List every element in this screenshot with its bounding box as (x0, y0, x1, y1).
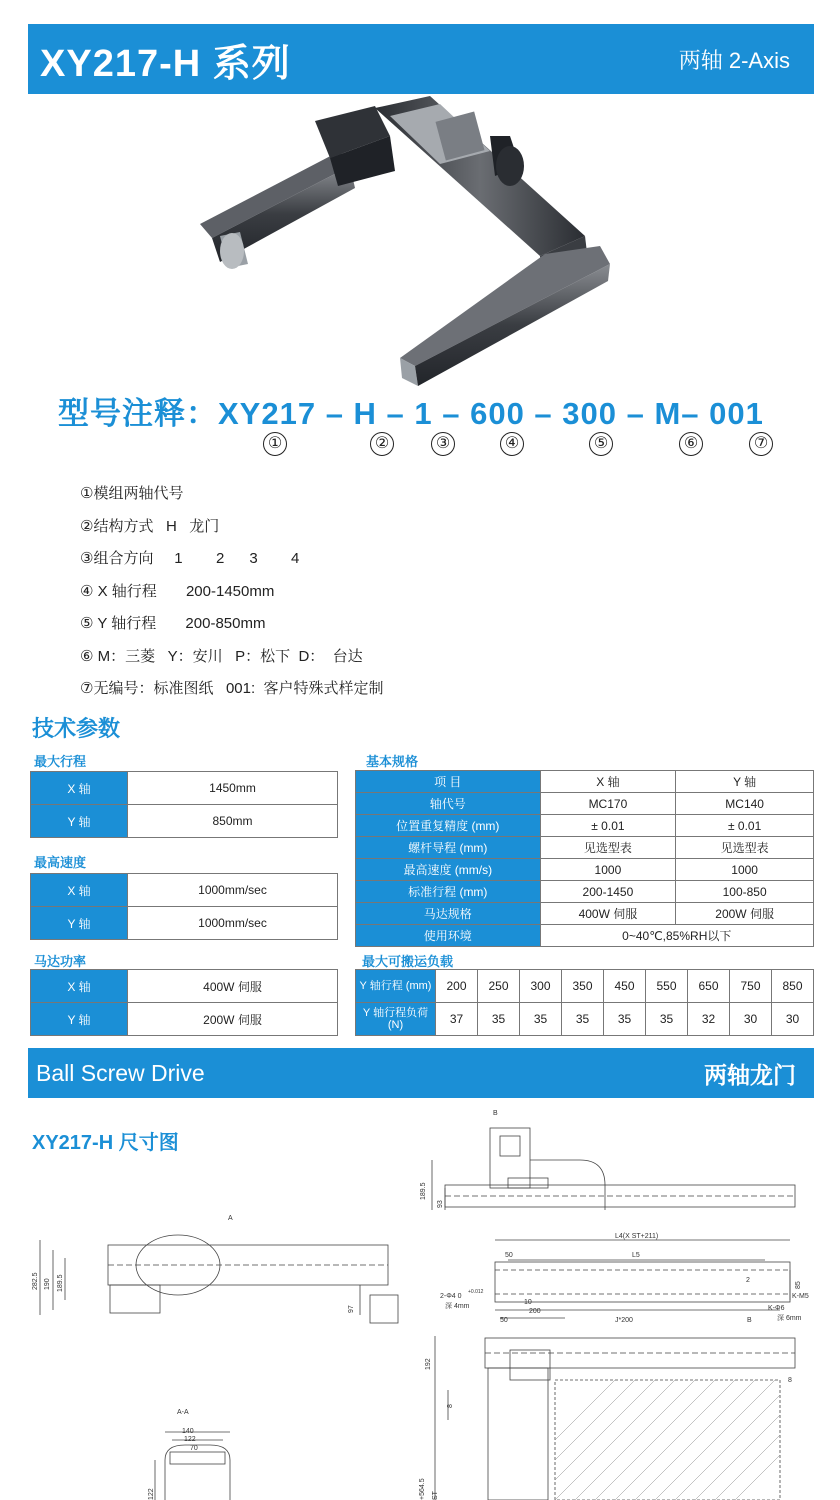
drive-type: Ball Screw Drive (36, 1059, 205, 1086)
dim-hole: 2-Φ4 0 (440, 1293, 462, 1300)
axis-cell: X 轴 (31, 772, 128, 805)
table-row (356, 925, 814, 947)
table-row (356, 793, 814, 815)
header-cell: X 轴 (540, 771, 676, 793)
table-row (31, 1003, 338, 1036)
marker-1: ① (263, 432, 287, 456)
marker-6: ⑥ (679, 432, 703, 456)
title-banner (28, 24, 814, 94)
note-5: ⑤ Y 轴行程 200-850mm (80, 615, 266, 632)
dim-282-5: 282.5 (32, 1272, 39, 1290)
spec-x-cell: 见选型表 (540, 837, 676, 859)
load-cell: 35 (520, 1003, 562, 1036)
spec-x-cell: 1000 (540, 859, 676, 881)
dim-97: 97 (348, 1305, 355, 1313)
dim-140: 140 (182, 1428, 194, 1435)
table-row (356, 903, 814, 925)
value-cell: 1000mm/sec (128, 874, 338, 907)
note-6: ⑥ M：三菱 Y：安川 P：松下 D： 台达 (80, 647, 363, 665)
label-a: A (228, 1215, 233, 1222)
spec-y-cell: 100-850 (676, 881, 814, 903)
spec-x-cell: 400W 伺服 (540, 903, 676, 925)
table-row (356, 815, 814, 837)
load-table (355, 969, 814, 1036)
dim-l4: L4(X ST+211) (615, 1233, 659, 1240)
value-cell: 850mm (128, 805, 338, 838)
stroke-cell: 850 (772, 970, 814, 1003)
marker-4: ④ (500, 432, 524, 456)
note-1: ①模组两轴代号 (80, 485, 184, 502)
table-row (356, 859, 814, 881)
dim-190: 190 (44, 1278, 51, 1290)
dim-50b: 50 (500, 1317, 508, 1324)
dim-km5: K-M5 (792, 1293, 809, 1300)
dim-l5: L5 (632, 1252, 640, 1259)
spec-x-cell: ± 0.01 (540, 815, 676, 837)
series-title: XY217-H 系列 (40, 42, 291, 85)
table-row (31, 970, 338, 1003)
load-cell: 32 (688, 1003, 730, 1036)
dimension-heading: XY217-H 尺寸图 (32, 1132, 179, 1154)
load-cell: 30 (730, 1003, 772, 1036)
stroke-cell: 200 (436, 970, 478, 1003)
spec-name-cell: 螺杆导程 (mm) (356, 837, 541, 859)
spec-name-cell: 位置重复精度 (mm) (356, 815, 541, 837)
dim-200: 200 (529, 1308, 541, 1315)
side-view (432, 1128, 795, 1210)
basic-spec-table (355, 770, 814, 947)
load-cell: 35 (604, 1003, 646, 1036)
dim-564-5: +564.5 (419, 1478, 426, 1500)
series-subtitle: 两轴 2-Axis (678, 47, 790, 73)
dim-k6: K-Φ6 (768, 1305, 785, 1312)
marker-2: ② (370, 432, 394, 456)
motor-power-label: 马达功率 (34, 954, 87, 969)
stroke-cell: 650 (688, 970, 730, 1003)
stroke-cell: 750 (730, 970, 772, 1003)
spec-x-cell: 200-1450 (540, 881, 676, 903)
marker-7: ⑦ (749, 432, 773, 456)
model-notes (80, 482, 383, 710)
spec-y-cell: 200W 伺服 (676, 903, 814, 925)
max-stroke-table (30, 771, 338, 838)
dim-deep6: 深 6mm (777, 1315, 802, 1322)
dim-tol: +0.012 (468, 1289, 484, 1295)
spec-name-cell: 马达规格 (356, 903, 541, 925)
table-row (356, 1003, 814, 1036)
note-7: ⑦无编号：标准图纸 001: 客户特殊式样定制 (80, 680, 384, 697)
note-2: ②结构方式 H 龙门 (80, 517, 220, 535)
spec-name-cell: 标准行程 (mm) (356, 881, 541, 903)
front-view (40, 1235, 398, 1323)
value-cell: 400W 伺服 (128, 970, 338, 1003)
spec-x-cell: MC170 (540, 793, 676, 815)
dim-j200: J*200 (615, 1317, 633, 1324)
table-row (356, 881, 814, 903)
spec-y-cell: 1000 (676, 859, 814, 881)
header-cell: 项 目 (356, 771, 541, 793)
dim-192: 192 (425, 1358, 432, 1370)
env-label-cell: 使用环境 (356, 925, 541, 947)
stroke-cell: 300 (520, 970, 562, 1003)
label-b: B (493, 1110, 498, 1117)
label-aa: A-A (177, 1409, 189, 1416)
dim-st: ST (432, 1491, 439, 1500)
env-value-cell: 0~40℃,85%RH以下 (540, 925, 813, 947)
model-markers (0, 432, 840, 460)
load-cell: 30 (772, 1003, 814, 1036)
stroke-label-cell: Y 轴行程 (mm) (356, 970, 436, 1003)
gantry-product-image (190, 96, 610, 386)
max-speed-label: 最高速度 (34, 855, 87, 870)
stroke-cell: 350 (562, 970, 604, 1003)
basic-spec-label: 基本规格 (366, 754, 419, 769)
spec-y-cell: ± 0.01 (676, 815, 814, 837)
table-row (356, 837, 814, 859)
dim-189-5b: 189.5 (57, 1274, 64, 1292)
spec-name-cell: 最高速度 (mm/s) (356, 859, 541, 881)
dim-8a: 8 (447, 1404, 454, 1408)
spec-y-cell: 见选型表 (676, 837, 814, 859)
dim-8b: 8 (788, 1377, 792, 1384)
dim-85: 85 (795, 1281, 802, 1289)
stroke-cell: 450 (604, 970, 646, 1003)
value-cell: 1000mm/sec (128, 907, 338, 940)
stroke-cell: 250 (478, 970, 520, 1003)
model-designation: 型号注释：XY217 – H – 1 – 600 – 300 – M– 001 (58, 396, 764, 431)
axis-cell: Y 轴 (31, 805, 128, 838)
table-row (31, 907, 338, 940)
table-row (31, 874, 338, 907)
table-row (356, 771, 814, 793)
marker-3: ③ (431, 432, 455, 456)
dim-122a: 122 (184, 1436, 196, 1443)
table-row (356, 970, 814, 1003)
note-4: ④ X 轴行程 200-1450mm (80, 582, 275, 600)
dim-2: 2 (746, 1277, 750, 1284)
gantry-type: 两轴龙门 (704, 1061, 796, 1088)
section-banner (28, 1048, 814, 1098)
spec-name-cell: 轴代号 (356, 793, 541, 815)
dim-93: 93 (437, 1200, 444, 1208)
table-row (31, 772, 338, 805)
axis-cell: X 轴 (31, 874, 128, 907)
dim-50a: 50 (505, 1252, 513, 1259)
dim-122b: 122 (148, 1488, 155, 1500)
note-3: ③组合方向 1 2 3 4 (80, 550, 300, 567)
table-row (31, 805, 338, 838)
load-cell: 35 (478, 1003, 520, 1036)
load-label: 最大可搬运负载 (362, 954, 454, 969)
marker-5: ⑤ (589, 432, 613, 456)
load-label-cell: Y 轴行程负荷 (N) (356, 1003, 436, 1036)
spec-y-cell: MC140 (676, 793, 814, 815)
dim-10: 10 (524, 1299, 532, 1306)
header-cell: Y 轴 (676, 771, 814, 793)
axis-cell: X 轴 (31, 970, 128, 1003)
dimension-drawing (20, 1100, 820, 1500)
value-cell: 1450mm (128, 772, 338, 805)
load-cell: 35 (562, 1003, 604, 1036)
stroke-cell: 550 (646, 970, 688, 1003)
dim-deep4: 深 4mm (445, 1303, 470, 1310)
max-stroke-label: 最大行程 (34, 754, 87, 769)
load-cell: 35 (646, 1003, 688, 1036)
motor-power-table (30, 969, 338, 1036)
max-speed-table (30, 873, 338, 940)
axis-cell: Y 轴 (31, 1003, 128, 1036)
plan-view (435, 1336, 795, 1500)
dim-189-5: 189.5 (420, 1182, 427, 1200)
tech-heading: 技术参数 (32, 716, 121, 741)
value-cell: 200W 伺服 (128, 1003, 338, 1036)
load-cell: 37 (436, 1003, 478, 1036)
dim-70: 70 (190, 1445, 198, 1452)
dim-b: B (747, 1317, 752, 1324)
axis-cell: Y 轴 (31, 907, 128, 940)
